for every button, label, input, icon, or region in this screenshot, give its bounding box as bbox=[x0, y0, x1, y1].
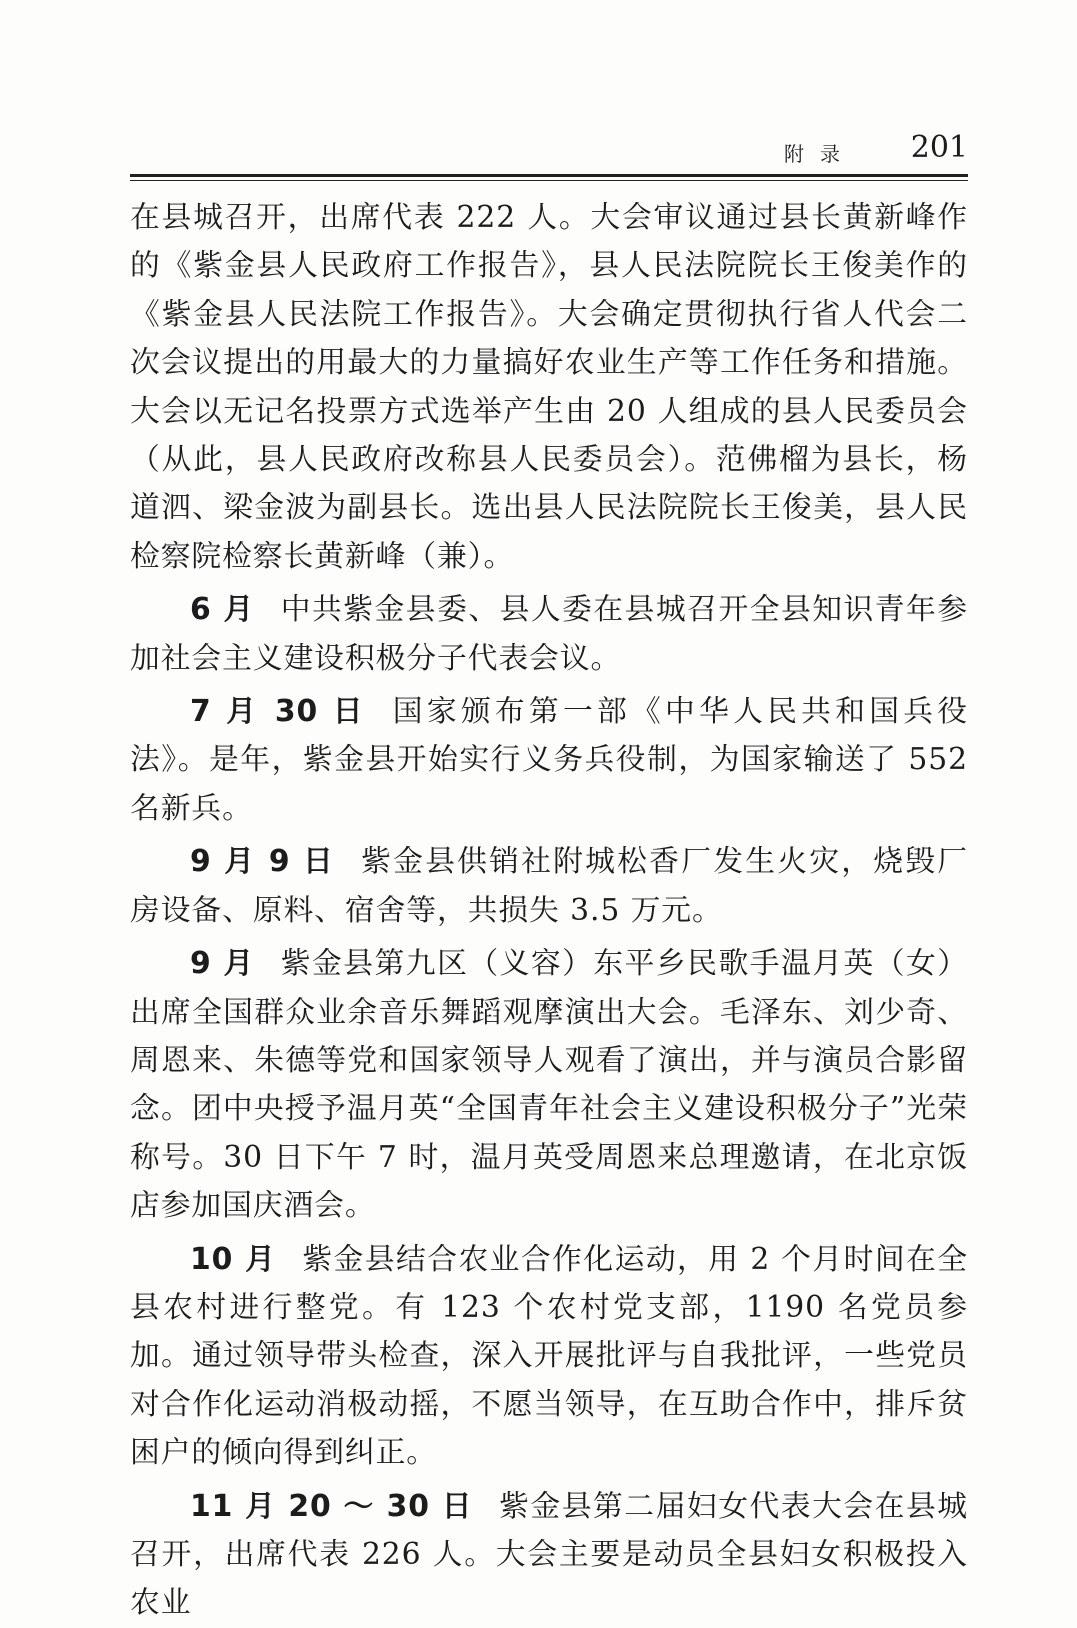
entry-date: 6 月 bbox=[190, 592, 255, 628]
entry-date: 9 月 9 日 bbox=[190, 844, 336, 880]
page-body bbox=[130, 194, 968, 1628]
entry-text: 紫金县结合农业合作化运动，用 2 个月时间在全县农村进行整党。有 123 个农村党支部，1190 名党员参加。通过领导带头检查，深入开展批评与自我批评，一些党员对合作化运动消极动摇，不愿当领导，在互助合作中，排斥贫困户的倾向得到纠正。 bbox=[130, 1241, 968, 1471]
page-number: 201 bbox=[910, 130, 968, 165]
header-section-title: 附录 bbox=[784, 142, 856, 166]
entry-text: 紫金县第二届妇女代表大会在县城召开，出席代表 226 人。大会主要是动员全县妇女积极投入农业 bbox=[130, 1488, 968, 1621]
chronicle-entry bbox=[130, 688, 968, 833]
chronicle-entry bbox=[130, 586, 968, 683]
entry-date: 9 月 bbox=[190, 946, 255, 982]
entry-date: 11 月 20 ～ 30 日 bbox=[190, 1488, 474, 1524]
chronicle-entry bbox=[130, 1483, 968, 1628]
chronicle-entry bbox=[130, 940, 968, 1230]
chronicle-entry bbox=[130, 838, 968, 935]
chronicle-entry bbox=[130, 1236, 968, 1478]
entry-text: 紫金县第九区（义容）东平乡民歌手温月英（女）出席全国群众业余音乐舞蹈观摩演出大会。毛泽东、刘少奇、周恩来、朱德等党和国家领导人观看了演出，并与演员合影留念。团中央授予温月英“全国青年社会主义建设积极分子”光荣称号。30 日下午 7 时，温月英受周恩来总理邀请，在北京饭店参加国庆酒会。 bbox=[130, 946, 968, 1224]
entry-text: 紫金县供销社附城松香厂发生火灾，烧毁厂房设备、原料、宿舍等，共损失 3.5 万元。 bbox=[130, 844, 968, 928]
header-rule-thick bbox=[130, 174, 968, 177]
continued-paragraph: 在县城召开，出席代表 222 人。大会审议通过县长黄新峰作的《紫金县人民政府工作报告》，县人民法院院长王俊美作的《紫金县人民法院工作报告》。大会确定贯彻执行省人代会二次会议提出的用最大的力量搞好农业生产等工作任务和措施。大会以无记名投票方式选举产生由 20 人组成的县人民委员会（从此，县人民政府改称县人民委员会）。范佛榴为县长，杨道泗、梁金波为副县长。选出县人民法院院长王俊美，县人民检察院检察长黄新峰（兼）。 bbox=[130, 200, 968, 574]
entry-date: 10 月 bbox=[190, 1241, 277, 1277]
running-header bbox=[130, 128, 968, 168]
entry-date: 7 月 30 日 bbox=[190, 694, 367, 730]
entry-text: 中共紫金县委、县人委在县城召开全县知识青年参加社会主义建设积极分子代表会议。 bbox=[130, 592, 968, 676]
entry-text: 国家颁布第一部《中华人民共和国兵役法》。是年，紫金县开始实行义务兵役制，为国家输送了 552 名新兵。 bbox=[130, 694, 968, 826]
header-rule-thin bbox=[130, 180, 968, 181]
